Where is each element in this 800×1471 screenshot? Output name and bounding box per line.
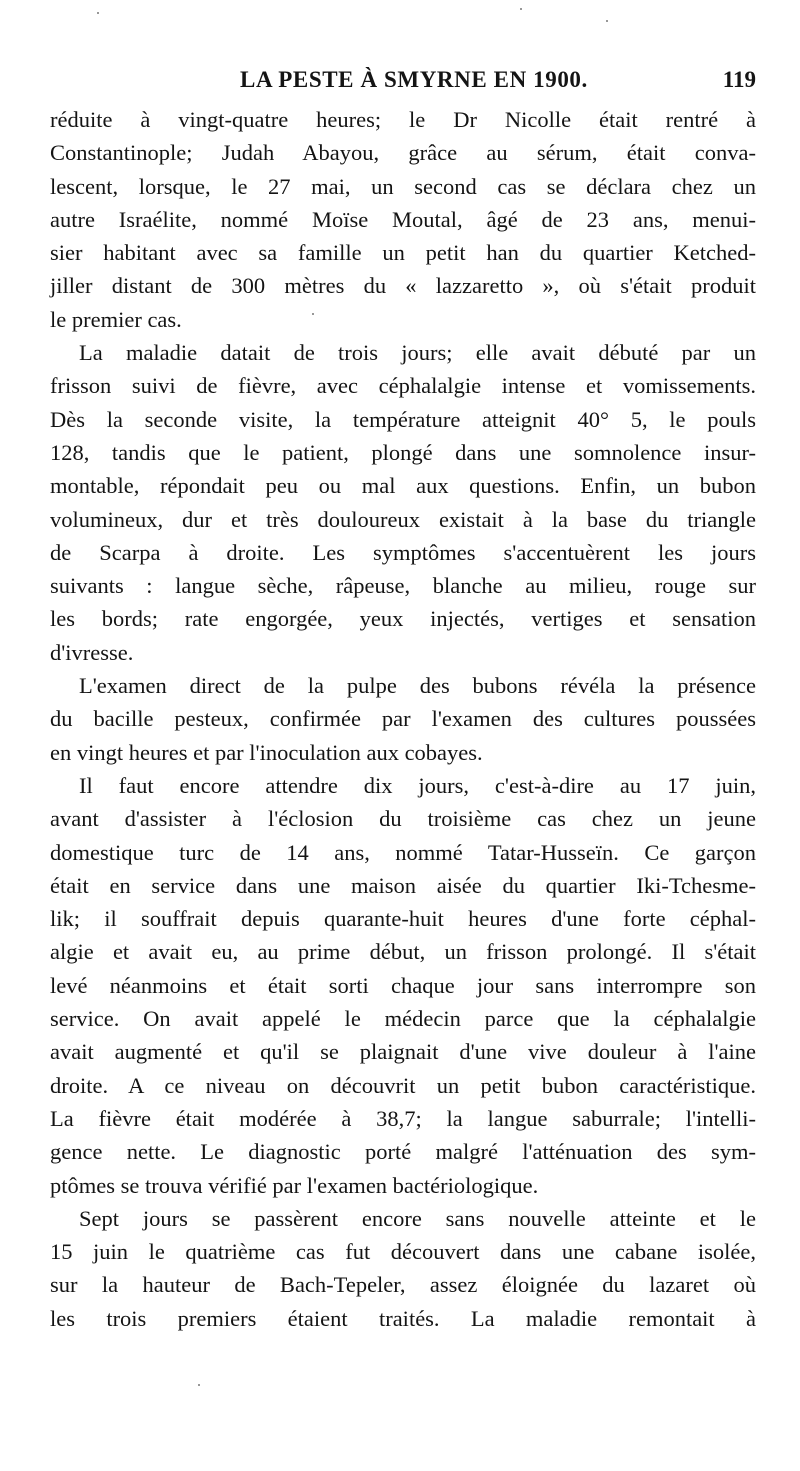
text-line: d'ivresse.	[50, 639, 134, 665]
text-line: 15 juin le quatrième cas fut découvert dans une cabane isolée,	[50, 1239, 756, 1265]
text-line: en vingt heures et par l'inoculation aux cobayes.	[50, 739, 483, 765]
text-line: du bacille pesteux, confirmée par l'examen des cultures poussées	[50, 706, 756, 732]
paragraph-2	[50, 336, 756, 669]
text-line: gence nette. Le diagnostic porté malgré l'atténuation des sym-	[50, 1139, 756, 1165]
text-line: sier habitant avec sa famille un petit han du quartier Ketched-	[50, 240, 756, 266]
text-line: montable, répondait peu ou mal aux questions. Enfin, un bubon	[50, 473, 756, 499]
page-number: 119	[722, 67, 756, 92]
text-line: les bords; rate engorgée, yeux injectés, vertiges et sensation	[50, 606, 756, 632]
text-line: Il faut encore attendre dix jours, c'est-à-dire au 17 juin,	[79, 772, 756, 798]
text-line: Sept jours se passèrent encore sans nouvelle atteinte et le	[79, 1205, 756, 1231]
text-line: ptômes se trouva vérifié par l'examen bactériologique.	[50, 1172, 539, 1198]
text-line: était en service dans une maison aisée du quartier Iki-Tchesme-	[50, 872, 756, 898]
text-line: le premier cas.	[50, 306, 182, 332]
body-text	[50, 103, 756, 1335]
text-line: autre Israélite, nommé Moïse Moutal, âgé de 23 ans, menui-	[50, 206, 756, 232]
text-line: La fièvre était modérée à 38,7; la langue saburrale; l'intelli-	[50, 1105, 756, 1131]
text-line: volumineux, dur et très douloureux existait à la base du triangle	[50, 506, 756, 532]
text-line: levé néanmoins et était sorti chaque jour sans interrompre son	[50, 972, 756, 998]
text-line: sur la hauteur de Bach-Tepeler, assez éloignée du lazaret où	[50, 1272, 756, 1298]
paragraph-5	[50, 1202, 756, 1335]
text-line: frisson suivi de fièvre, avec céphalalgie intense et vomissements.	[50, 373, 756, 399]
text-line: 128, tandis que le patient, plongé dans une somnolence insur-	[50, 439, 756, 465]
text-line: lescent, lorsque, le 27 mai, un second cas se déclara chez un	[50, 173, 756, 199]
text-line: Constantinople; Judah Abayou, grâce au sérum, était conva-	[50, 140, 756, 166]
text-line: les trois premiers étaient traités. La maladie remontait à	[50, 1305, 756, 1331]
text-line: avant d'assister à l'éclosion du troisième cas chez un jeune	[50, 806, 756, 832]
paragraph-3	[50, 669, 756, 769]
text-line: La maladie datait de trois jours; elle avait débuté par un	[79, 340, 756, 366]
text-line: L'examen direct de la pulpe des bubons révéla la présence	[79, 673, 756, 699]
paper-speck	[97, 12, 99, 14]
text-line: avait augmenté et qu'il se plaignait d'une vive douleur à l'aine	[50, 1039, 756, 1065]
paper-speck	[198, 1384, 200, 1386]
paper-speck	[520, 8, 522, 10]
text-line: Dès la seconde visite, la température atteignit 40° 5, le pouls	[50, 406, 756, 432]
page-header	[50, 60, 756, 100]
text-line: réduite à vingt-quatre heures; le Dr Nicolle était rentré à	[50, 107, 756, 132]
text-line: droite. A ce niveau on découvrit un petit bubon caractéristique.	[50, 1072, 756, 1098]
text-line: de Scarpa à droite. Les symptômes s'accentuèrent les jours	[50, 539, 756, 565]
running-title: LA PESTE À SMYRNE EN 1900.	[240, 67, 588, 92]
text-line: suivants : langue sèche, râpeuse, blanche au milieu, rouge sur	[50, 573, 756, 599]
paper-speck	[606, 20, 608, 22]
text-line: algie et avait eu, au prime début, un frisson prolongé. Il s'était	[50, 939, 756, 965]
paragraph-4	[50, 769, 756, 1202]
text-line: domestique turc de 14 ans, nommé Tatar-Husseïn. Ce garçon	[50, 839, 756, 865]
text-line: lik; il souffrait depuis quarante-huit heures d'une forte céphal-	[50, 906, 756, 932]
paper-speck	[312, 313, 314, 315]
text-line: service. On avait appelé le médecin parce que la céphalalgie	[50, 1006, 756, 1032]
text-line: jiller distant de 300 mètres du « lazzaretto », où s'était produit	[50, 273, 756, 299]
paragraph-1	[50, 103, 756, 336]
